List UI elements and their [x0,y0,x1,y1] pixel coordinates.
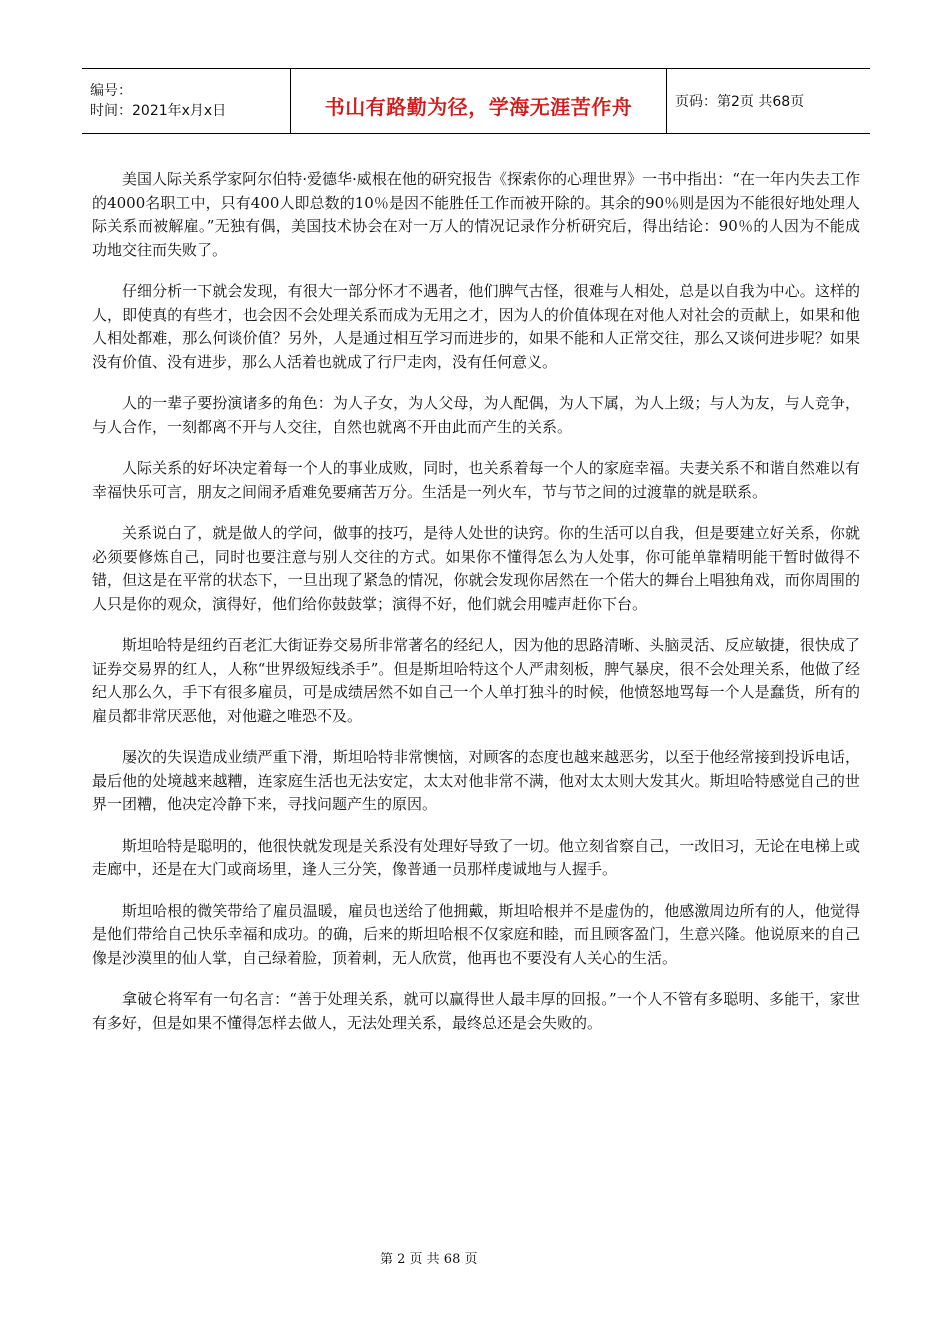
paragraph: 斯坦哈特是聪明的，他很快就发现是关系没有处理好导致了一切。他立刻省察自己，一改旧习，无论在电梯上或走廊中，还是在大门或商场里，逢人三分笑，像普通一员那样虔诚地与人握手。 [92,836,860,878]
paragraph: 斯坦哈特是纽约百老汇大街证券交易所非常著名的经纪人，因为他的思路清晰、头脑灵活、反应敏捷，很快成了证券交易界的红人，人称“世界级短线杀手”。但是斯坦哈特这个人严肃刻板，脾气暴戾，很不会处理关系，他做了经纪人那么久，手下有很多雇员，可是成绩居然不如自己一个人单打独斗的时候，他愤怒地骂每一个人是蠢货，所有的雇员都非常厌恶他，对他避之唯恐不及。 [92,636,860,725]
paragraph: 人的一辈子要扮演诸多的角色：为人子女，为人父母，为人配偶，为人下属，为人上级；与人为友，与人竞争，与人合作，一刻都离不开与人交往，自然也就离不开由此而产生的关系。 [92,394,860,436]
paragraph: 美国人际关系学家阿尔伯特·爱德华·威根在他的研究报告《探索你的心理世界》一书中指出：“在一年内失去工作的4000名职工中，只有400人即总数的10％是因不能胜任工作而被开除的。其余的90％则是因为不能很好地处理人际关系而被解雇。”无独有偶，美国技术协会在对一万人的情况记录作分析研究后，得出结论：90％的人因为不能成功地交往而失败了。 [92,170,860,259]
paragraph: 人际关系的好坏决定着每一个人的事业成败，同时，也关系着每一个人的家庭幸福。夫妻关系不和谐自然难以有幸福快乐可言，朋友之间闹矛盾难免要痛苦万分。生活是一列火车，节与节之间的过渡靠的就是联系。 [92,459,860,501]
document-date: 时间：2021年x月x日 [90,103,227,119]
paragraph: 拿破仑将军有一句名言：“善于处理关系，就可以赢得世人最丰厚的回报。”一个人不管有多聪明、多能干，家世有多好，但是如果不懂得怎样去做人，无法处理关系，最终总还是会失败的。 [92,990,860,1032]
paragraph: 关系说白了，就是做人的学问，做事的技巧，是待人处世的诀窍。你的生活可以自我，但是要建立好关系，你就必须要修炼自己，同时也要注意与别人交往的方式。如果你不懂得怎么为人处事，你可能单靠精明能干暂时做得不错，但这是在平常的状态下，一旦出现了紧急的情况，你就会发现你居然在一个偌大的舞台上唱独角戏，而你周围的人只是你的观众，演得好，他们给你鼓鼓掌；演得不好，他们就会用嘘声赶你下台。 [92,524,860,613]
header-meta [82,69,291,133]
paragraph: 仔细分析一下就会发现，有很大一部分怀才不遇者，他们脾气古怪，很难与人相处，总是以自我为中心。这样的人，即使真的有些才，也会因不会处理关系而成为无用之才，因为人的价值体现在对他人对社会的贡献上，如果和他人相处都难，那么何谈价值？另外，人是通过相互学习而进步的，如果不能和人正常交往，那么又谈何进步呢？如果没有价值、没有进步，那么人活着也就成了行尸走肉，没有任何意义。 [92,282,860,371]
page-header [82,68,870,134]
paragraph: 斯坦哈根的微笑带给了雇员温暖，雇员也送给了他拥戴，斯坦哈根并不是虚伪的，他感激周边所有的人，他觉得是他们带给自己快乐幸福和成功。的确，后来的斯坦哈根不仅家庭和睦，而且顾客盈门，生意兴隆。他说原来的自己像是沙漠里的仙人掌，自己绿着脸，顶着刺，无人欣赏，他再也不要没有人关心的生活。 [92,901,860,967]
document-body [92,168,860,1053]
page-footer: 第 2 页 共 68 页 [380,1252,478,1267]
header-page-info: 页码：第2页 共68页 [675,94,805,110]
paragraph: 屡次的失误造成业绩严重下滑，斯坦哈特非常懊恼，对顾客的态度也越来越恶劣，以至于他经常接到投诉电话，最后他的处境越来越糟，连家庭生活也无法安定，太太对他非常不满，他对太太则大发其火。斯坦哈特感觉自己的世界一团糟，他决定冷静下来，寻找问题产生的原因。 [92,748,860,813]
document-number-label: 编号： [90,83,132,99]
header-motto: 书山有路勤为径，学海无涯苦作舟 [291,69,667,133]
